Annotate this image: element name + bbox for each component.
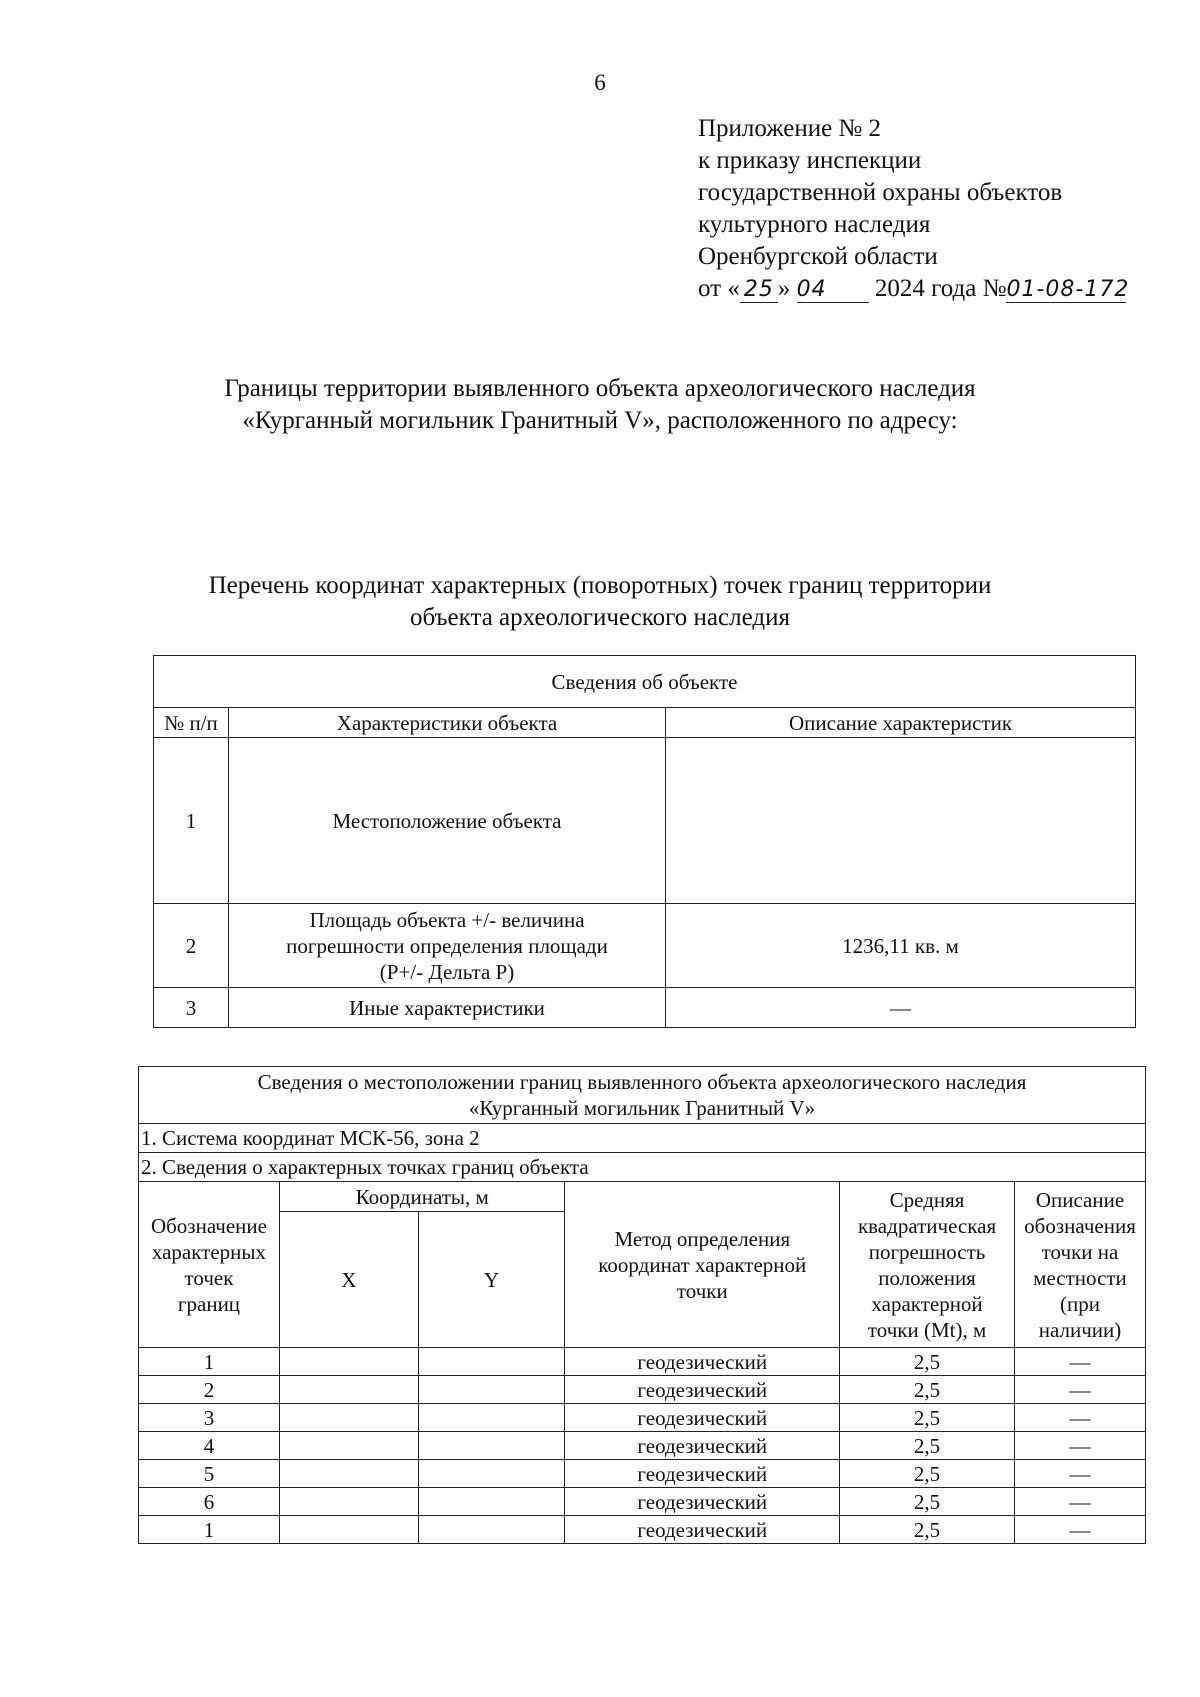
col-header-description: Описание характеристик (666, 708, 1136, 738)
header-text: Обозначение (150, 1213, 267, 1238)
col-header-num: № п/п (154, 708, 229, 738)
points-caption-line-2: «Курганный могильник Гранитный V» (468, 1096, 816, 1120)
cell-y (418, 1488, 565, 1516)
cell-y (418, 1404, 565, 1432)
header-point-designation (139, 1182, 280, 1348)
cell-point: 1 (139, 1516, 280, 1544)
header-text: наличии) (1038, 1317, 1122, 1342)
date-prefix: от « (698, 275, 740, 302)
cell-method: геодезический (565, 1432, 840, 1460)
cell-description: — (1015, 1348, 1146, 1376)
list-title-line-1: Перечень координат характерных (поворотных) точек границ территории (208, 572, 992, 599)
cell-method: геодезический (565, 1488, 840, 1516)
cell-error: 2,5 (840, 1404, 1015, 1432)
cell-method: геодезический (565, 1404, 840, 1432)
cell-y (418, 1432, 565, 1460)
boundary-points-table (138, 1066, 1146, 1544)
cell-error: 2,5 (840, 1376, 1015, 1404)
cell-method: геодезический (565, 1516, 840, 1544)
row-value: — (666, 988, 1136, 1028)
cell-error: 2,5 (840, 1516, 1015, 1544)
cell-y (418, 1516, 565, 1544)
header-text: местности (1033, 1265, 1127, 1290)
cell-y (418, 1376, 565, 1404)
annex-line-1: Приложение № 2 (698, 115, 882, 142)
area-value: 1236,11 кв. м (666, 904, 1136, 988)
header-text: положения (878, 1265, 976, 1290)
row-characteristic: Местоположение объекта (229, 738, 666, 904)
header-text: Средняя (889, 1187, 965, 1212)
cell-method: геодезический (565, 1460, 840, 1488)
header-text: точки (Mt), м (867, 1317, 987, 1342)
header-text: точки на (1041, 1239, 1119, 1264)
cell-point: 4 (139, 1432, 280, 1460)
area-line-1: Площадь объекта +/- величина (309, 907, 585, 932)
header-text: точки (676, 1278, 728, 1303)
object-table-caption: Сведения об объекте (154, 656, 1136, 708)
header-text: Описание (1035, 1187, 1125, 1212)
area-line-2: погрешности определения площади (286, 933, 608, 958)
header-text: Метод определения (614, 1226, 791, 1251)
cell-x (279, 1516, 418, 1544)
annex-line-2: к приказу инспекции (698, 147, 922, 174)
header-text: границ (177, 1291, 241, 1316)
cell-description: — (1015, 1376, 1146, 1404)
cell-y (418, 1348, 565, 1376)
header-text: характерной (871, 1291, 983, 1316)
date-day: 25 (740, 278, 778, 303)
object-info-table (153, 655, 1136, 1028)
points-table-caption (139, 1067, 1146, 1124)
header-text: координат характерной (598, 1252, 807, 1277)
cell-x (279, 1460, 418, 1488)
document-heading (0, 373, 1200, 437)
cell-error: 2,5 (840, 1460, 1015, 1488)
list-title-line-2: объекта археологического наследия (410, 604, 790, 631)
list-title (0, 570, 1200, 634)
annex-block (698, 113, 1130, 305)
coordinate-system: 1. Система координат МСК-56, зона 2 (139, 1124, 1146, 1153)
area-line-3: (P+/- Дельта P) (379, 959, 515, 984)
date-mid: » (777, 275, 791, 302)
annex-line-3: государственной охраны объектов (698, 179, 1063, 206)
cell-error: 2,5 (840, 1348, 1015, 1376)
cell-y (418, 1460, 565, 1488)
cell-description: — (1015, 1404, 1146, 1432)
cell-description: — (1015, 1488, 1146, 1516)
order-number: 01-08-172 (1006, 277, 1130, 302)
row-num: 1 (154, 738, 229, 904)
cell-x (279, 1348, 418, 1376)
annex-line-4: культурного наследия (698, 211, 931, 238)
cell-x (279, 1404, 418, 1432)
cell-error: 2,5 (840, 1488, 1015, 1516)
header-x: X (279, 1212, 418, 1348)
header-coordinates: Координаты, м (279, 1182, 565, 1212)
row-characteristic: Иные характеристики (229, 988, 666, 1028)
cell-point: 1 (139, 1348, 280, 1376)
cell-description: — (1015, 1460, 1146, 1488)
header-mean-error (840, 1182, 1015, 1348)
header-method (565, 1182, 840, 1348)
header-text: точек (184, 1265, 234, 1290)
cell-method: геодезический (565, 1348, 840, 1376)
header-y: Y (418, 1212, 565, 1348)
header-text: характерных (151, 1239, 267, 1264)
row-num: 2 (154, 904, 229, 988)
header-text: обозначения (1024, 1213, 1136, 1238)
col-header-characteristic: Характеристики объекта (229, 708, 666, 738)
annex-date-line (698, 273, 1130, 305)
cell-point: 6 (139, 1488, 280, 1516)
annex-line-5: Оренбургской области (698, 243, 938, 270)
header-text: погрешность (868, 1239, 986, 1264)
cell-x (279, 1432, 418, 1460)
date-year: 2024 года № (874, 275, 1007, 302)
cell-point: 3 (139, 1404, 280, 1432)
cell-x (279, 1488, 418, 1516)
points-caption-line-1: Сведения о местоположении границ выявленного объекта археологического наследия (257, 1070, 1027, 1094)
row-num: 3 (154, 988, 229, 1028)
date-month: 04 (797, 278, 869, 303)
cell-error: 2,5 (840, 1432, 1015, 1460)
cell-description: — (1015, 1516, 1146, 1544)
points-section-title: 2. Сведения о характерных точках границ объекта (139, 1153, 1146, 1182)
cell-method: геодезический (565, 1376, 840, 1404)
cell-point: 2 (139, 1376, 280, 1404)
page-number: 6 (594, 70, 606, 95)
heading-line-1: Границы территории выявленного объекта археологического наследия (224, 375, 976, 402)
cell-point: 5 (139, 1460, 280, 1488)
cell-description: — (1015, 1432, 1146, 1460)
cell-x (279, 1376, 418, 1404)
heading-line-2: «Курганный могильник Гранитный V», расположенного по адресу: (242, 407, 958, 434)
row-characteristic (229, 904, 666, 988)
header-point-description (1015, 1182, 1146, 1348)
header-text: (при (1060, 1291, 1100, 1316)
row-value (666, 738, 1136, 904)
header-text: квадратическая (857, 1213, 997, 1238)
